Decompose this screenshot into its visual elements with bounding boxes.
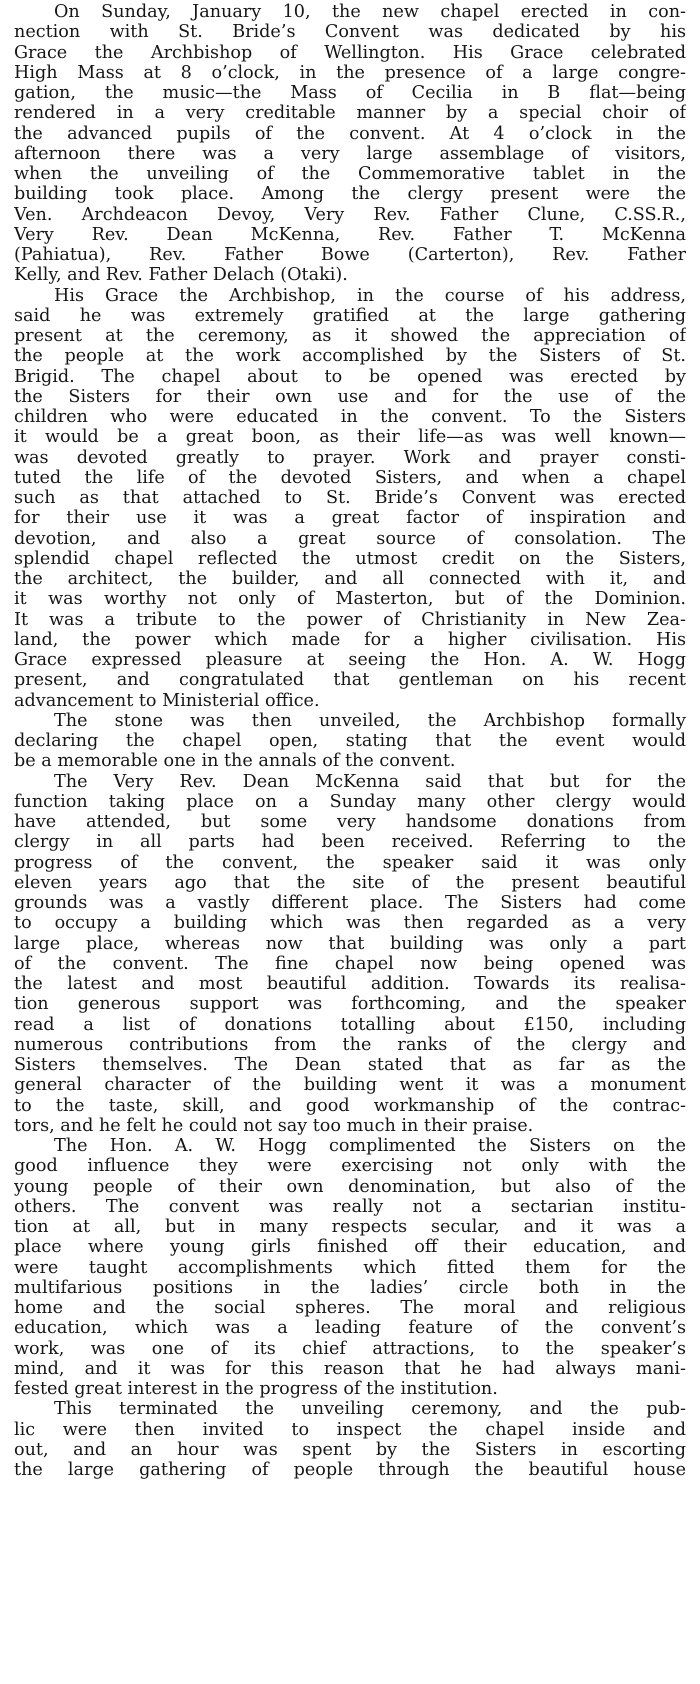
text-line: were taught accomplishments which fitted them for the: [14, 1257, 686, 1278]
text-line: out, and an hour was spent by the Sisters in escorting: [14, 1439, 686, 1460]
text-line: such as that attached to St. Bride’s Convent was erected: [14, 488, 686, 508]
text-line: for their use it was a great factor of inspiration and: [14, 508, 686, 529]
paragraph-stone-unveiled: [14, 711, 686, 772]
text-line: it would be a great boon, as their life—as was well known—: [14, 427, 686, 448]
text-line: On Sunday, January 10, the new chapel erected in con-: [54, 2, 686, 22]
article-column: [14, 2, 686, 1682]
text-line: when the unveiling of the Commemorative tablet in the: [14, 164, 686, 184]
text-line: Very Rev. Dean McKenna, Rev. Father T. McKenna: [14, 224, 686, 245]
text-line: present, and congratulated that gentleman on his recent: [14, 670, 686, 691]
text-line: High Mass at 8 o’clock, in the presence of a large congre-: [14, 62, 686, 83]
text-line: young people of their own denomination, but also of the: [14, 1176, 686, 1197]
text-line: (Pahiatua), Rev. Father Bowe (Carterton), Rev. Father: [14, 245, 686, 265]
text-line: read a list of donations totalling about £150, including: [14, 1014, 686, 1035]
text-line: the people at the work accomplished by the Sisters of St.: [14, 346, 686, 367]
text-line: The stone was then unveiled, the Archbishop formally: [54, 710, 686, 731]
text-line: was devoted greatly to prayer. Work and prayer consti-: [14, 447, 686, 468]
text-line: to occupy a building which was then regarded as a very: [14, 913, 686, 934]
text-line: multifarious positions in the ladies’ circle both in the: [14, 1277, 686, 1298]
text-line: lic were then invited to inspect the chapel inside and: [14, 1419, 686, 1440]
text-line: work, was one of its chief attractions, to the speaker’s: [14, 1338, 686, 1359]
text-line: function taking place on a Sunday many other clergy would: [14, 791, 686, 812]
text-line: tion generous support was forthcoming, and the speaker: [14, 994, 686, 1015]
text-line: education, which was a leading feature of the convent’s: [14, 1318, 686, 1339]
text-line: of the convent. The fine chapel now being opened was: [14, 953, 686, 974]
text-line: place where young girls finished off their education, and: [14, 1237, 686, 1258]
text-line: it was worthy not only of Masterton, but of the Dominion.: [14, 589, 686, 610]
text-line: declaring the chapel open, stating that the event would: [14, 731, 686, 751]
text-line: advancement to Ministerial office.: [14, 690, 320, 711]
text-line: tion at all, but in many respects secular, and it was a: [14, 1217, 686, 1237]
text-line: grounds was a vastly different place. The Sisters had come: [14, 893, 686, 913]
text-line: building took place. Among the clergy present were the: [14, 184, 686, 205]
text-line: the large gathering of people through the beautiful house: [14, 1460, 686, 1480]
text-line: children who were educated in the convent. To the Sisters: [14, 407, 686, 427]
paragraph-dean-mckenna: [14, 772, 686, 1137]
text-line: mind, and it was for this reason that he had always mani-: [14, 1358, 686, 1379]
text-line: the Sisters for their own use and for the use of the: [14, 386, 686, 407]
text-line: others. The convent was really not a sectarian institu-: [14, 1196, 686, 1217]
paragraph-terminated: [14, 1399, 686, 1480]
text-line: It was a tribute to the power of Christianity in New Zea-: [14, 609, 686, 630]
text-line: The Hon. A. W. Hogg complimented the Sisters on the: [54, 1136, 686, 1156]
text-line: the advanced pupils of the convent. At 4 o’clock in the: [14, 123, 686, 144]
text-line: This terminated the unveiling ceremony, and the pub-: [54, 1399, 686, 1420]
text-line: splendid chapel reflected the utmost credit on the Sisters,: [14, 548, 686, 569]
text-line: nection with St. Bride’s Convent was dedicated by his: [14, 22, 686, 43]
text-line: be a memorable one in the annals of the convent.: [14, 751, 456, 772]
text-line: have attended, but some very handsome donations from: [14, 812, 686, 832]
text-line: to the taste, skill, and good workmanship of the contrac-: [14, 1095, 686, 1116]
text-line: Sisters themselves. The Dean stated that as far as the: [14, 1055, 686, 1075]
text-line: numerous contributions from the ranks of the clergy and: [14, 1034, 686, 1055]
text-line: large place, whereas now that building was only a part: [14, 933, 686, 954]
text-line: the latest and most beautiful addition. Towards its realisa-: [14, 974, 686, 994]
text-line: land, the power which made for a higher civilisation. His: [14, 629, 686, 650]
text-line: Kelly, and Rev. Father Delach (Otaki).: [14, 265, 348, 286]
text-line: gation, the music—the Mass of Cecilia in B flat—being: [14, 83, 686, 103]
text-line: home and the social spheres. The moral and religious: [14, 1298, 686, 1318]
text-line: progress of the convent, the speaker said it was only: [14, 852, 686, 873]
text-line: afternoon there was a very large assemblage of visitors,: [14, 143, 686, 164]
paragraph-archbishop-address: [14, 286, 686, 711]
text-line: tors, and he felt he could not say too much in their praise.: [14, 1115, 534, 1136]
text-line: Ven. Archdeacon Devoy, Very Rev. Father Clune, C.SS.R.,: [14, 204, 686, 225]
text-line: Grace the Archbishop of Wellington. His Grace celebrated: [14, 42, 686, 63]
paragraph-hon-hogg: [14, 1136, 686, 1399]
text-line: Grace expressed pleasure at seeing the Hon. A. W. Hogg: [14, 650, 686, 670]
text-line: devotion, and also a great source of consolation. The: [14, 528, 686, 549]
text-line: general character of the building went it was a monument: [14, 1075, 686, 1096]
text-line: clergy in all parts had been received. Referring to the: [14, 832, 686, 853]
text-line: The Very Rev. Dean McKenna said that but for the: [54, 771, 686, 792]
text-line: present at the ceremony, as it showed the appreciation of: [14, 326, 686, 346]
text-line: tuted the life of the devoted Sisters, and when a chapel: [14, 467, 686, 488]
text-line: Brigid. The chapel about to be opened was erected by: [14, 366, 686, 387]
text-line: eleven years ago that the site of the present beautiful: [14, 872, 686, 893]
paragraph-chapel-dedication: [14, 2, 686, 286]
text-line: His Grace the Archbishop, in the course of his address,: [54, 285, 686, 306]
text-line: good influence they were exercising not only with the: [14, 1156, 686, 1177]
text-line: said he was extremely gratified at the large gathering: [14, 305, 686, 326]
text-line: the architect, the builder, and all connected with it, and: [14, 569, 686, 589]
text-line: fested great interest in the progress of the institution.: [14, 1379, 498, 1399]
text-line: rendered in a very creditable manner by a special choir of: [14, 103, 686, 124]
